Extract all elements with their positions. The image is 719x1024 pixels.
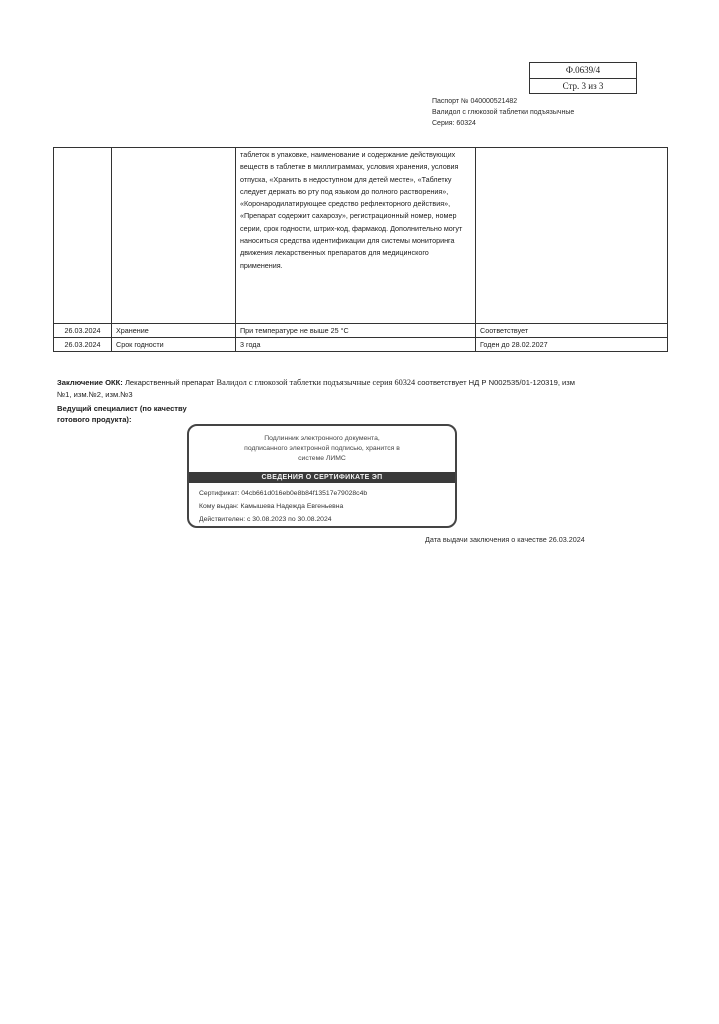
quality-table: [53, 147, 668, 352]
conclusion-product: Валидол с глюкозой таблетки подъязычные серия 60324: [216, 378, 416, 387]
stamp-line: подписанного электронной подписью, хранится в: [244, 445, 400, 452]
table-row: [54, 324, 668, 338]
qc-conclusion: [57, 377, 577, 401]
electronic-signature-stamp: [187, 424, 457, 528]
stamp-line: системе ЛИМС: [298, 455, 346, 462]
passport-number: Паспорт № 040000521482: [432, 98, 518, 105]
passport-header: [432, 96, 574, 129]
certificate-id: Сертификат: 04cb661d016eb0e8b84f13517e79028c4b: [199, 490, 368, 497]
form-code-box: [529, 62, 637, 94]
table-row: [54, 148, 668, 324]
test-date: 26.03.2024: [54, 338, 112, 352]
page-number: Стр. 3 из 3: [530, 78, 636, 94]
series-number: Серия: 60324: [432, 120, 476, 127]
indicator-cell: Срок годности: [112, 338, 236, 352]
stamp-header: [189, 426, 455, 472]
requirement-cell: При температуре не выше 25 °С: [236, 324, 476, 338]
indicator-cell: Хранение: [112, 324, 236, 338]
lead-specialist-line2: готового продукта):: [57, 415, 132, 424]
requirement-cell: 3 года: [236, 338, 476, 352]
product-name: Валидол с глюкозой таблетки подъязычные: [432, 109, 575, 116]
form-code: Ф.0639/4: [565, 65, 601, 75]
result-cell: Годен до 28.02.2027: [476, 338, 668, 352]
test-date: 26.03.2024: [54, 324, 112, 338]
issue-date: Дата выдачи заключения о качестве 26.03.2024: [425, 535, 585, 544]
result-cell: Соответствует: [476, 324, 668, 338]
certificate-validity: Действителен: с 30.08.2023 по 30.08.2024: [199, 516, 332, 523]
lead-specialist: [57, 403, 187, 425]
conclusion-label: Заключение ОКК:: [57, 378, 123, 387]
certificate-owner: Кому выдан: Камышева Надежда Евгеньевна: [199, 503, 344, 510]
lead-specialist-line1: Ведущий специалист (по качеству: [57, 404, 187, 413]
stamp-line: Подлинник электронного документа,: [264, 435, 380, 442]
table-row: [54, 338, 668, 352]
conclusion-text-start: Лекарственный препарат: [124, 378, 215, 387]
conclusion-text-end: соответствует НД Р N002535/01-120319, изм №1, изм.№2, изм.№3: [57, 378, 576, 399]
requirement-cell: таблеток в упаковке, наименование и содержание действующих веществ в таблетке в миллиграммах, условия хранения, условия отпуска, «Хранить в недоступном для детей месте», «Таблетку следует держать во рту под языком до полного растворения», «Коронародилатирующее средство рефлекторного действия», «Препарат содержит сахарозу», регистрационный номер, номер серии, срок годности, штрих-код, фармакод. Дополнительно могут наноситься средства идентификации для системы мониторинга движения лекарственных препаратов для медицинского применения.: [236, 148, 476, 324]
stamp-band: СВЕДЕНИЯ О СЕРТИФИКАТЕ ЭП: [189, 472, 455, 483]
